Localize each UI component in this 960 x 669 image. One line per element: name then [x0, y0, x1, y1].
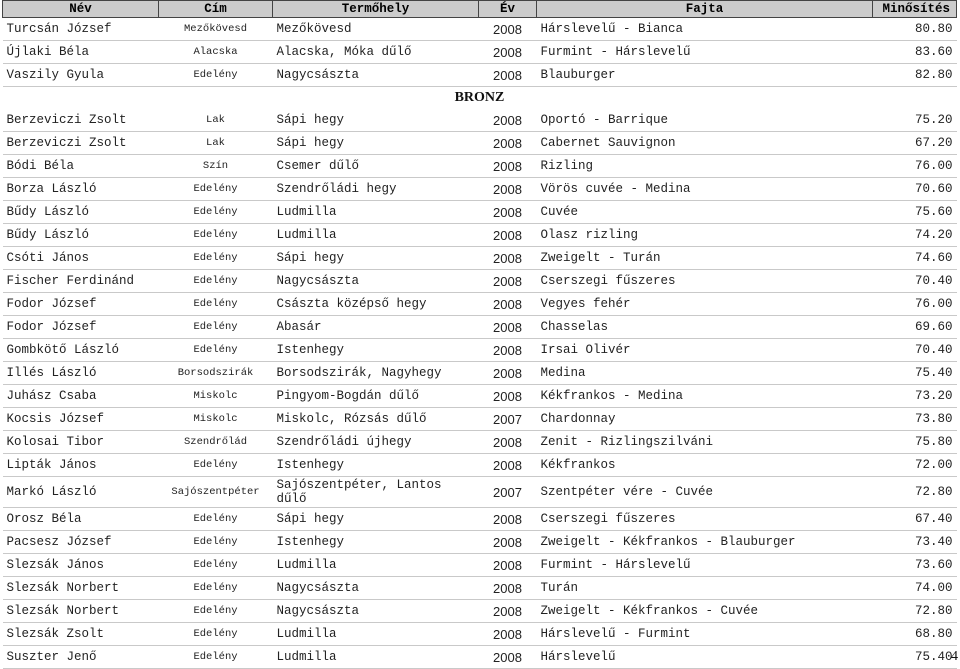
score-cell: 72.80 [873, 600, 957, 623]
address-cell: Edelény [159, 64, 273, 87]
score-cell: 67.20 [873, 132, 957, 155]
place-cell: Ludmilla [273, 224, 479, 247]
address-cell: Edelény [159, 178, 273, 201]
address-cell: Szín [159, 155, 273, 178]
place-cell: Nagycsászta [273, 64, 479, 87]
name-cell: Újlaki Béla [3, 41, 159, 64]
name-cell: Bűdy László [3, 201, 159, 224]
table-row [3, 132, 957, 155]
header-place: Termőhely [273, 1, 479, 18]
table-row [3, 64, 957, 87]
year-cell: 2008 [479, 339, 537, 362]
table-row [3, 508, 957, 531]
score-cell: 73.20 [873, 385, 957, 408]
address-cell: Edelény [159, 454, 273, 477]
variety-cell: Turán [537, 577, 873, 600]
table-row [3, 362, 957, 385]
variety-cell: Furmint - Hárslevelű [537, 41, 873, 64]
variety-cell: Cserszegi fűszeres [537, 508, 873, 531]
year-cell: 2008 [479, 577, 537, 600]
header-year: Év [479, 1, 537, 18]
name-cell: Gombkötő László [3, 339, 159, 362]
place-cell: Ludmilla [273, 646, 479, 669]
place-cell: Pingyom-Bogdán dűlő [273, 385, 479, 408]
variety-cell: Vegyes fehér [537, 293, 873, 316]
score-cell: 75.60 [873, 201, 957, 224]
place-cell: Sápi hegy [273, 247, 479, 270]
variety-cell: Cserszegi fűszeres [537, 270, 873, 293]
score-cell: 74.20 [873, 224, 957, 247]
place-cell: Ludmilla [273, 554, 479, 577]
variety-cell: Chardonnay [537, 408, 873, 431]
variety-cell: Hárslevelű - Furmint [537, 623, 873, 646]
page-number: 4 [951, 649, 958, 664]
score-cell: 72.80 [873, 477, 957, 508]
score-cell: 74.60 [873, 247, 957, 270]
name-cell: Suszter Jenő [3, 646, 159, 669]
year-cell: 2008 [479, 362, 537, 385]
score-cell: 82.80 [873, 64, 957, 87]
place-cell: Istenhegy [273, 531, 479, 554]
address-cell: Szendrőlád [159, 431, 273, 454]
name-cell: Fischer Ferdinánd [3, 270, 159, 293]
table-row [3, 201, 957, 224]
year-cell: 2008 [479, 201, 537, 224]
name-cell: Slezsák Norbert [3, 577, 159, 600]
year-cell: 2008 [479, 155, 537, 178]
name-cell: Bűdy László [3, 224, 159, 247]
address-cell: Miskolc [159, 385, 273, 408]
year-cell: 2008 [479, 508, 537, 531]
table-row [3, 155, 957, 178]
score-cell: 74.00 [873, 577, 957, 600]
variety-cell: Kékfrankos - Medina [537, 385, 873, 408]
score-cell: 76.00 [873, 155, 957, 178]
header-name: Név [3, 1, 159, 18]
place-cell: Szendrőládi hegy [273, 178, 479, 201]
variety-cell: Oportó - Barrique [537, 109, 873, 132]
table-row [3, 623, 957, 646]
address-cell: Borsodszirák [159, 362, 273, 385]
address-cell: Edelény [159, 600, 273, 623]
year-cell: 2008 [479, 623, 537, 646]
table-row [3, 600, 957, 623]
variety-cell: Chasselas [537, 316, 873, 339]
variety-cell: Furmint - Hárslevelű [537, 554, 873, 577]
variety-cell: Vörös cuvée - Medina [537, 178, 873, 201]
variety-cell: Hárslevelű [537, 646, 873, 669]
place-cell: Sápi hegy [273, 109, 479, 132]
name-cell: Csóti János [3, 247, 159, 270]
address-cell: Edelény [159, 316, 273, 339]
name-cell: Pacsesz József [3, 531, 159, 554]
place-cell: Nagycsászta [273, 577, 479, 600]
variety-cell: Hárslevelű - Bianca [537, 18, 873, 41]
table-row [3, 554, 957, 577]
name-cell: Berzeviczi Zsolt [3, 132, 159, 155]
place-cell: Nagycsászta [273, 600, 479, 623]
address-cell: Alacska [159, 41, 273, 64]
table-row [3, 339, 957, 362]
year-cell: 2007 [479, 477, 537, 508]
score-cell: 75.80 [873, 431, 957, 454]
top-rows-group [3, 18, 957, 87]
score-cell: 75.20 [873, 109, 957, 132]
year-cell: 2008 [479, 18, 537, 41]
table-row [3, 293, 957, 316]
address-cell: Edelény [159, 508, 273, 531]
name-cell: Lipták János [3, 454, 159, 477]
name-cell: Berzeviczi Zsolt [3, 109, 159, 132]
name-cell: Illés László [3, 362, 159, 385]
place-cell: Sápi hegy [273, 508, 479, 531]
table-row [3, 646, 957, 669]
score-cell: 80.80 [873, 18, 957, 41]
place-cell: Istenhegy [273, 454, 479, 477]
results-table [2, 0, 957, 669]
year-cell: 2008 [479, 64, 537, 87]
name-cell: Fodor József [3, 316, 159, 339]
place-cell: Császta középső hegy [273, 293, 479, 316]
name-cell: Vaszily Gyula [3, 64, 159, 87]
name-cell: Turcsán József [3, 18, 159, 41]
header-address: Cím [159, 1, 273, 18]
year-cell: 2008 [479, 554, 537, 577]
address-cell: Edelény [159, 293, 273, 316]
place-cell: Alacska, Móka dűlő [273, 41, 479, 64]
table-row [3, 531, 957, 554]
address-cell: Edelény [159, 577, 273, 600]
variety-cell: Zweigelt - Kékfrankos - Cuvée [537, 600, 873, 623]
address-cell: Edelény [159, 646, 273, 669]
year-cell: 2008 [479, 270, 537, 293]
address-cell: Lak [159, 132, 273, 155]
address-cell: Edelény [159, 247, 273, 270]
address-cell: Edelény [159, 270, 273, 293]
variety-cell: Cuvée [537, 201, 873, 224]
table-row [3, 477, 957, 508]
section-row [3, 87, 957, 110]
year-cell: 2008 [479, 41, 537, 64]
year-cell: 2007 [479, 408, 537, 431]
place-cell: Istenhegy [273, 339, 479, 362]
variety-cell: Irsai Olivér [537, 339, 873, 362]
place-cell: Miskolc, Rózsás dűlő [273, 408, 479, 431]
score-cell: 67.40 [873, 508, 957, 531]
table-row [3, 431, 957, 454]
table-row [3, 41, 957, 64]
variety-cell: Cabernet Sauvignon [537, 132, 873, 155]
name-cell: Fodor József [3, 293, 159, 316]
name-cell: Kolosai Tibor [3, 431, 159, 454]
name-cell: Slezsák Zsolt [3, 623, 159, 646]
place-cell: Sajószentpéter, Lantos dűlő [273, 477, 479, 508]
score-cell: 70.60 [873, 178, 957, 201]
score-cell: 75.40 [873, 646, 957, 669]
address-cell: Sajószentpéter [159, 477, 273, 508]
year-cell: 2008 [479, 431, 537, 454]
table-row [3, 408, 957, 431]
score-cell: 70.40 [873, 339, 957, 362]
year-cell: 2008 [479, 531, 537, 554]
score-cell: 75.40 [873, 362, 957, 385]
year-cell: 2008 [479, 132, 537, 155]
year-cell: 2008 [479, 646, 537, 669]
table-header-row [3, 1, 957, 18]
table-row [3, 109, 957, 132]
name-cell: Orosz Béla [3, 508, 159, 531]
address-cell: Miskolc [159, 408, 273, 431]
address-cell: Edelény [159, 554, 273, 577]
year-cell: 2008 [479, 385, 537, 408]
variety-cell: Rizling [537, 155, 873, 178]
year-cell: 2008 [479, 316, 537, 339]
place-cell: Abasár [273, 316, 479, 339]
score-cell: 73.80 [873, 408, 957, 431]
bronz-section [3, 87, 957, 110]
variety-cell: Blauburger [537, 64, 873, 87]
name-cell: Bódi Béla [3, 155, 159, 178]
address-cell: Edelény [159, 531, 273, 554]
variety-cell: Medina [537, 362, 873, 385]
place-cell: Szendrőládi újhegy [273, 431, 479, 454]
place-cell: Nagycsászta [273, 270, 479, 293]
address-cell: Edelény [159, 339, 273, 362]
year-cell: 2008 [479, 247, 537, 270]
score-cell: 68.80 [873, 623, 957, 646]
place-cell: Borsodszirák, Nagyhegy [273, 362, 479, 385]
section-label-bronz: BRONZ [454, 90, 505, 105]
place-cell: Sápi hegy [273, 132, 479, 155]
score-cell: 73.60 [873, 554, 957, 577]
variety-cell: Zenit - Rizlingszilváni [537, 431, 873, 454]
header-score: Minősítés [873, 1, 957, 18]
table-row [3, 454, 957, 477]
score-cell: 69.60 [873, 316, 957, 339]
address-cell: Edelény [159, 201, 273, 224]
table-row [3, 385, 957, 408]
header-variety: Fajta [537, 1, 873, 18]
year-cell: 2008 [479, 224, 537, 247]
year-cell: 2008 [479, 109, 537, 132]
address-cell: Lak [159, 109, 273, 132]
table-row [3, 18, 957, 41]
year-cell: 2008 [479, 178, 537, 201]
address-cell: Edelény [159, 224, 273, 247]
bronz-rows-group [3, 109, 957, 669]
place-cell: Ludmilla [273, 623, 479, 646]
year-cell: 2008 [479, 454, 537, 477]
place-cell: Ludmilla [273, 201, 479, 224]
score-cell: 70.40 [873, 270, 957, 293]
score-cell: 76.00 [873, 293, 957, 316]
table-row [3, 316, 957, 339]
table-row [3, 270, 957, 293]
place-cell: Mezőkövesd [273, 18, 479, 41]
year-cell: 2008 [479, 293, 537, 316]
variety-cell: Kékfrankos [537, 454, 873, 477]
table-row [3, 577, 957, 600]
variety-cell: Szentpéter vére - Cuvée [537, 477, 873, 508]
name-cell: Markó László [3, 477, 159, 508]
score-cell: 73.40 [873, 531, 957, 554]
address-cell: Mezőkövesd [159, 18, 273, 41]
score-cell: 72.00 [873, 454, 957, 477]
place-cell: Csemer dűlő [273, 155, 479, 178]
table-row [3, 247, 957, 270]
year-cell: 2008 [479, 600, 537, 623]
variety-cell: Olasz rizling [537, 224, 873, 247]
name-cell: Slezsák Norbert [3, 600, 159, 623]
name-cell: Kocsis József [3, 408, 159, 431]
variety-cell: Zweigelt - Turán [537, 247, 873, 270]
address-cell: Edelény [159, 623, 273, 646]
table-row [3, 178, 957, 201]
name-cell: Borza László [3, 178, 159, 201]
score-cell: 83.60 [873, 41, 957, 64]
table-row [3, 224, 957, 247]
variety-cell: Zweigelt - Kékfrankos - Blauburger [537, 531, 873, 554]
name-cell: Juhász Csaba [3, 385, 159, 408]
name-cell: Slezsák János [3, 554, 159, 577]
